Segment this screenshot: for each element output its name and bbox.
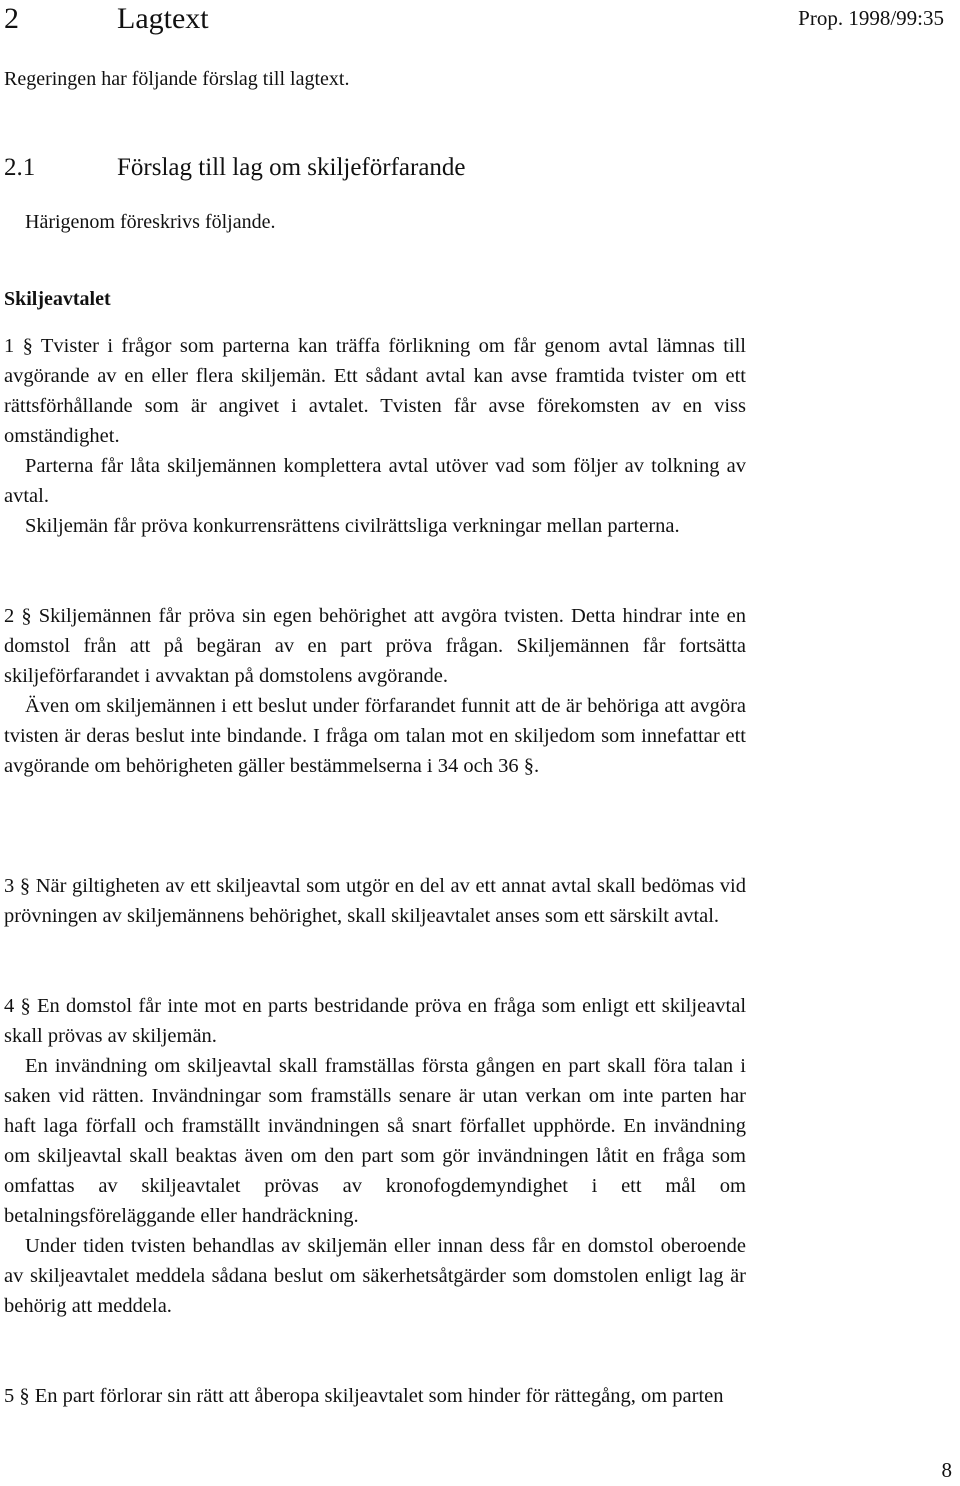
section-number: 3 <box>4 875 15 897</box>
section-5-paragraph-1: 5 § En part förlorar sin rätt att åberopa skiljeavtalet som hinder för rättegång, om parten <box>4 1385 724 1407</box>
chapter-title: Lagtext <box>117 2 209 35</box>
page-number: 8 <box>941 1458 952 1482</box>
section-sign: § <box>22 335 33 357</box>
section-heading: Skiljeavtalet <box>4 288 111 310</box>
enactment-text: Härigenom föreskrivs följande. <box>25 211 276 233</box>
section-number: 2 <box>4 605 15 627</box>
section-1-paragraph-1: 1 § Tvister i frågor som parterna kan träffa förlikning om får genom avtal lämnas till avgörande av en eller flera skiljemän. Ett sådant avtal kan avse framtida tvister om ett rättsförhållande som är angivet i avtalet. Tvisten får avse förekomsten av en viss omständighet. <box>4 335 747 447</box>
section-number: 5 <box>4 1385 15 1407</box>
proposition-reference: Prop. 1998/99:35 <box>798 6 944 30</box>
intro-text: Regeringen har följande förslag till lagtext. <box>4 68 350 90</box>
section-2-paragraph-1: 2 § Skiljemännen får pröva sin egen behörighet att avgöra tvisten. Detta hindrar inte en domstol från att på begäran av en part pröva frågan. Skiljemännen får fortsätta skiljeförfarandet i avvaktan på domstolens avgörande. <box>4 605 746 687</box>
section-5 <box>4 1381 746 1411</box>
section-sign: § <box>19 875 31 897</box>
section-3-paragraph-1: 3 § När giltigheten av ett skiljeavtal som utgör en del av ett annat avtal skall bedömas vid prövningen av skiljemännens behörighet, skall skiljeavtalet anses som ett särskilt avtal. <box>4 875 746 927</box>
section-2 <box>4 601 746 781</box>
section-1-paragraph-3: Skiljemän får pröva konkurrensrättens civilrättsliga verkningar mellan parterna. <box>25 515 680 537</box>
section-number: 4 <box>4 995 15 1017</box>
section-2-paragraph-2: Även om skiljemännen i ett beslut under förfarandet funnit att de är behöriga att avgöra tvisten är deras beslut inte bindande. I fråga om talan mot en skiljedom som innefattar ett avgörande om behörigheten gäller bestämmelserna i 34 och 36 §. <box>4 695 746 777</box>
subsection-number: 2.1 <box>4 154 36 181</box>
section-1 <box>4 331 746 541</box>
section-3 <box>4 871 746 931</box>
subsection-title: Förslag till lag om skiljeförfarande <box>117 154 466 181</box>
section-4-paragraph-3: Under tiden tvisten behandlas av skiljemän eller innan dess får en domstol oberoende av skiljeavtalet meddela sådana beslut om säkerhetsåtgärder som domstolen enligt lag är behörig att meddela. <box>4 1235 746 1317</box>
section-sign: § <box>20 995 31 1017</box>
section-4 <box>4 991 746 1321</box>
section-number: 1 <box>4 335 15 357</box>
section-4-paragraph-2: En invändning om skiljeavtal skall framställas första gången en part skall föra talan i saken vid rätten. Invändningar som framställs senare är utan verkan om inte parten har haft laga förfall och framställt invändningen så snart förfallet upphörde. En invändning om skiljeavtal skall beaktas även om den part som gör invändningen låtit en fråga som omfattas av skiljeavtalet prövas av kronofogdemyndighet i ett mål om betalningsföreläggande eller handräckning. <box>4 1055 746 1227</box>
section-4-paragraph-1: 4 § En domstol får inte mot en parts bestridande pröva en fråga som enligt ett skiljeavtal skall prövas av skiljemän. <box>4 995 747 1047</box>
section-1-paragraph-2: Parterna får låta skiljemännen komplettera avtal utöver vad som följer av tolkning av avtal. <box>4 455 746 507</box>
section-sign: § <box>523 755 534 777</box>
chapter-number: 2 <box>4 2 19 35</box>
section-sign: § <box>21 605 32 627</box>
section-sign: § <box>19 1385 30 1407</box>
